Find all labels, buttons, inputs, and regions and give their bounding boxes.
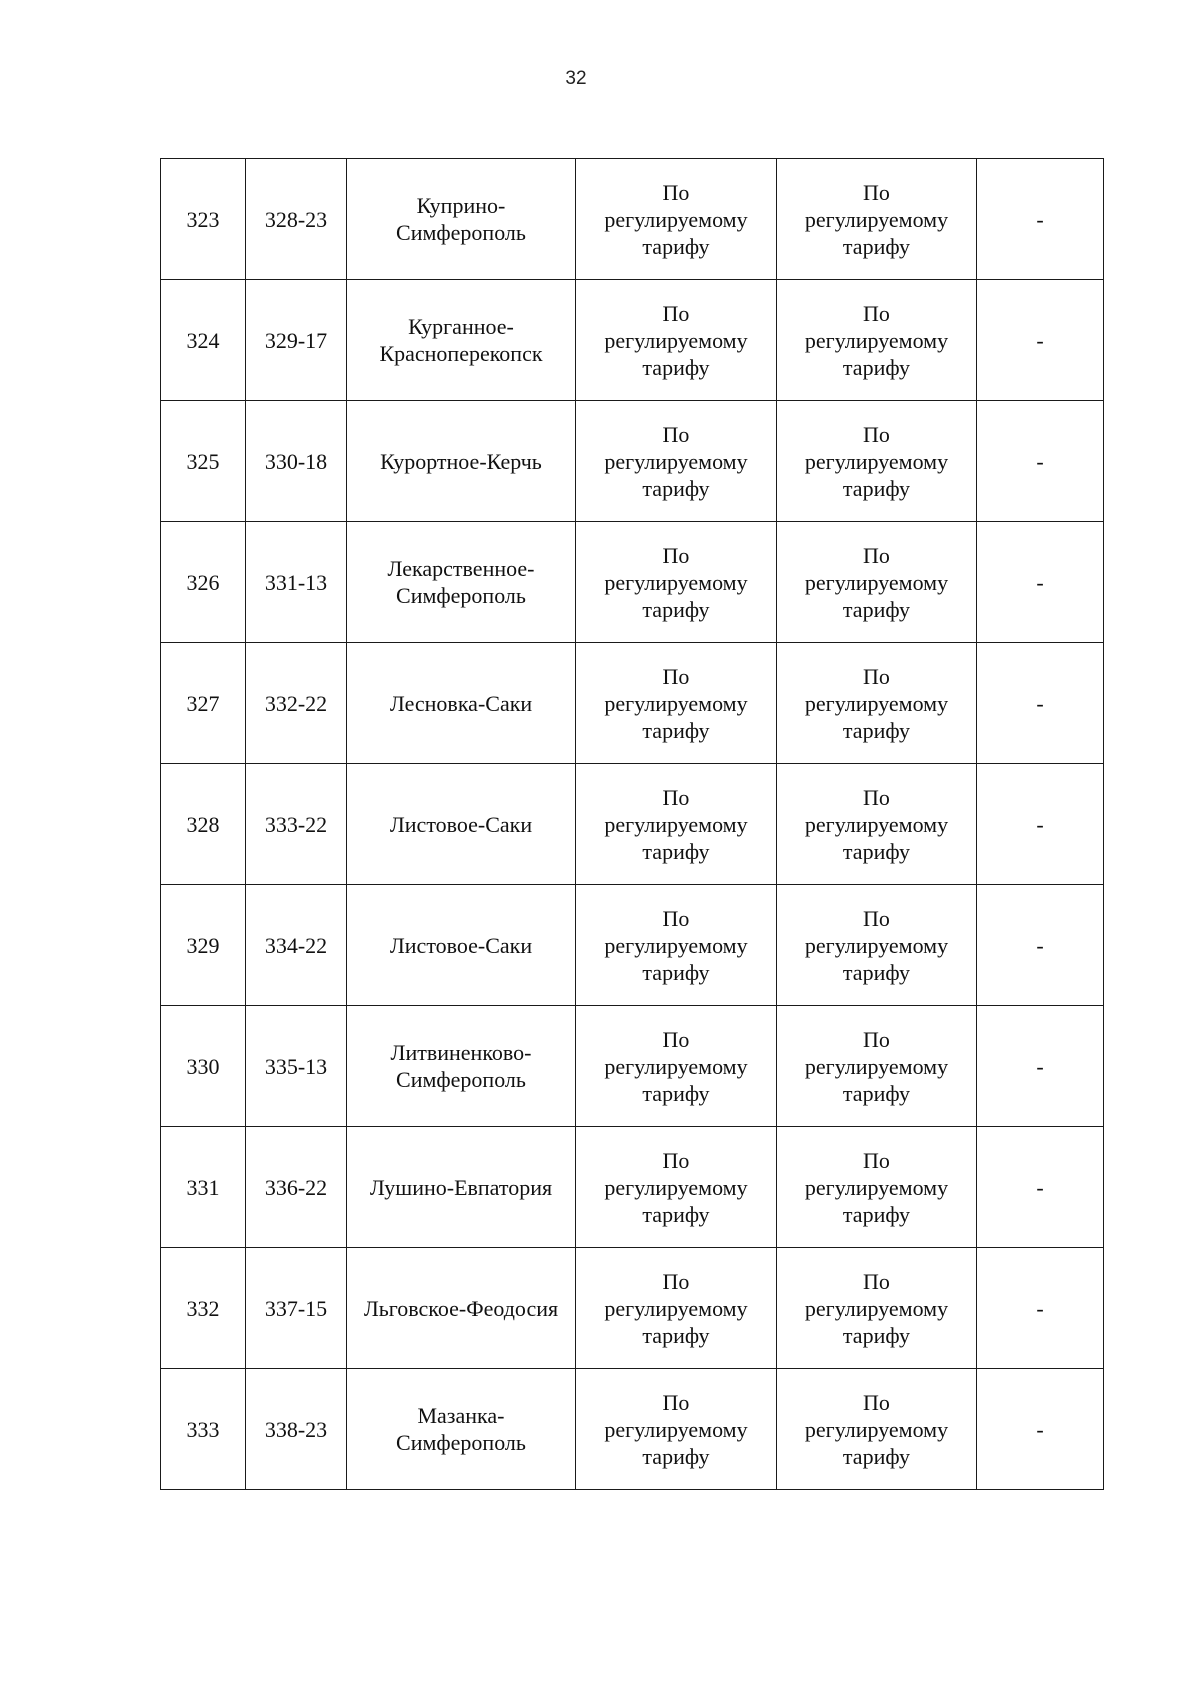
tariff-cell-1 xyxy=(576,522,777,643)
tariff-line: тарифу xyxy=(642,354,710,380)
tariff-line: тарифу xyxy=(642,717,710,743)
tariff-line: По xyxy=(662,300,690,326)
tariff-line: регулируемому xyxy=(604,690,748,716)
route-name-line: Лушино-Евпатория xyxy=(369,1174,553,1200)
route-name-line: Мазанка- xyxy=(417,1403,505,1428)
tariff-line: регулируемому xyxy=(804,1174,949,1200)
route-number-cell: 327 xyxy=(161,643,246,764)
tariff-line: По xyxy=(863,663,890,689)
table-row xyxy=(161,159,1104,280)
route-number-cell: 323 xyxy=(161,159,246,280)
route-name-cell xyxy=(347,280,576,401)
route-code-cell: 330-18 xyxy=(246,401,347,522)
tariff-line: регулируемому xyxy=(604,448,748,474)
route-name-line: Симферополь xyxy=(396,1067,526,1092)
route-name-cell xyxy=(347,643,576,764)
tariff-cell-2 xyxy=(777,885,977,1006)
route-name-cell xyxy=(347,401,576,522)
tariff-line: регулируемому xyxy=(604,206,748,232)
note-cell: - xyxy=(977,1127,1104,1248)
route-number-cell: 325 xyxy=(161,401,246,522)
routes-table xyxy=(160,158,1104,1490)
route-number-cell: 328 xyxy=(161,764,246,885)
tariff-line: тарифу xyxy=(842,1322,911,1348)
table-row xyxy=(161,522,1104,643)
route-name-line: Листовое-Саки xyxy=(389,932,533,958)
tariff-line: тарифу xyxy=(842,1443,911,1469)
tariff-cell-1 xyxy=(576,1248,777,1369)
tariff-line: регулируемому xyxy=(804,1416,949,1442)
route-name-cell xyxy=(347,1369,576,1490)
table-row xyxy=(161,1248,1104,1369)
tariff-line: регулируемому xyxy=(804,690,949,716)
tariff-line: тарифу xyxy=(642,959,710,985)
note-cell: - xyxy=(977,159,1104,280)
tariff-cell-2 xyxy=(777,764,977,885)
tariff-cell-1 xyxy=(576,1127,777,1248)
tariff-line: По xyxy=(662,1268,690,1294)
tariff-cell-2 xyxy=(777,522,977,643)
route-name-line: Льговское-Феодосия xyxy=(363,1295,559,1321)
tariff-cell-1 xyxy=(576,643,777,764)
route-number-cell: 333 xyxy=(161,1369,246,1490)
route-number-cell: 331 xyxy=(161,1127,246,1248)
tariff-line: тарифу xyxy=(642,475,710,501)
tariff-line: регулируемому xyxy=(604,569,748,595)
route-number-cell: 326 xyxy=(161,522,246,643)
route-number-cell: 332 xyxy=(161,1248,246,1369)
page-number: 32 xyxy=(565,68,587,89)
route-code-cell: 336-22 xyxy=(246,1127,347,1248)
tariff-line: регулируемому xyxy=(604,1053,748,1079)
tariff-line: По xyxy=(662,1389,690,1415)
route-code-cell: 332-22 xyxy=(246,643,347,764)
tariff-line: По xyxy=(863,905,890,931)
route-code-cell: 329-17 xyxy=(246,280,347,401)
tariff-line: По xyxy=(662,421,690,447)
route-name-line: Лекарственное- xyxy=(387,556,535,581)
route-name-cell xyxy=(347,764,576,885)
tariff-line: регулируемому xyxy=(804,932,949,958)
routes-table-body xyxy=(161,159,1104,1490)
tariff-cell-1 xyxy=(576,159,777,280)
tariff-line: тарифу xyxy=(842,475,911,501)
tariff-line: По xyxy=(662,1026,690,1052)
tariff-cell-2 xyxy=(777,1248,977,1369)
tariff-line: регулируемому xyxy=(804,569,949,595)
route-name-line: Курганное- xyxy=(408,314,514,339)
note-cell: - xyxy=(977,764,1104,885)
note-cell: - xyxy=(977,401,1104,522)
tariff-line: По xyxy=(662,905,690,931)
tariff-line: тарифу xyxy=(842,1201,911,1227)
route-code-cell: 328-23 xyxy=(246,159,347,280)
route-name-cell xyxy=(347,522,576,643)
tariff-line: тарифу xyxy=(842,838,911,864)
tariff-cell-2 xyxy=(777,1127,977,1248)
tariff-cell-1 xyxy=(576,764,777,885)
table-row xyxy=(161,885,1104,1006)
tariff-line: регулируемому xyxy=(804,811,949,837)
tariff-line: По xyxy=(863,1389,890,1415)
route-name-line: Литвиненково- xyxy=(390,1040,532,1065)
tariff-cell-1 xyxy=(576,1369,777,1490)
route-name-line: Симферополь xyxy=(396,583,526,608)
tariff-line: регулируемому xyxy=(804,327,949,353)
tariff-line: тарифу xyxy=(842,596,911,622)
tariff-line: тарифу xyxy=(842,959,911,985)
note-cell: - xyxy=(977,1248,1104,1369)
route-name-cell xyxy=(347,885,576,1006)
route-number-cell: 324 xyxy=(161,280,246,401)
tariff-line: По xyxy=(662,663,690,689)
note-cell: - xyxy=(977,280,1104,401)
route-name-line: Красноперекопск xyxy=(379,341,543,366)
tariff-cell-2 xyxy=(777,643,977,764)
tariff-line: По xyxy=(662,1147,690,1173)
tariff-cell-1 xyxy=(576,885,777,1006)
table-row xyxy=(161,280,1104,401)
tariff-line: По xyxy=(863,784,890,810)
route-name-line: Лесновка-Саки xyxy=(389,690,533,716)
tariff-line: регулируемому xyxy=(804,1053,949,1079)
route-name-line: Симферополь xyxy=(396,1430,526,1455)
route-code-cell: 338-23 xyxy=(246,1369,347,1490)
route-code-cell: 333-22 xyxy=(246,764,347,885)
route-number-cell: 330 xyxy=(161,1006,246,1127)
tariff-line: По xyxy=(662,784,690,810)
tariff-line: По xyxy=(863,1268,890,1294)
note-cell: - xyxy=(977,522,1104,643)
tariff-line: регулируемому xyxy=(604,811,748,837)
table-row xyxy=(161,764,1104,885)
tariff-line: тарифу xyxy=(642,1443,710,1469)
route-name-line: Симферополь xyxy=(396,220,526,245)
route-code-cell: 337-15 xyxy=(246,1248,347,1369)
tariff-line: По xyxy=(662,542,690,568)
table-row xyxy=(161,1127,1104,1248)
route-name-line: Курортное-Керчь xyxy=(380,448,542,474)
tariff-line: тарифу xyxy=(842,354,911,380)
tariff-cell-2 xyxy=(777,401,977,522)
tariff-line: регулируемому xyxy=(804,1295,949,1321)
route-name-cell xyxy=(347,1248,576,1369)
route-code-cell: 331-13 xyxy=(246,522,347,643)
tariff-cell-1 xyxy=(576,280,777,401)
tariff-line: регулируемому xyxy=(604,932,748,958)
tariff-cell-2 xyxy=(777,280,977,401)
tariff-line: По xyxy=(662,179,690,205)
tariff-line: По xyxy=(863,1026,890,1052)
table-row xyxy=(161,1369,1104,1490)
route-name-cell xyxy=(347,1127,576,1248)
tariff-line: По xyxy=(863,300,890,326)
table-row xyxy=(161,1006,1104,1127)
tariff-cell-1 xyxy=(576,1006,777,1127)
tariff-line: тарифу xyxy=(642,1201,710,1227)
tariff-line: тарифу xyxy=(642,1080,710,1106)
tariff-line: тарифу xyxy=(842,717,911,743)
tariff-line: регулируемому xyxy=(804,206,949,232)
tariff-line: По xyxy=(863,542,890,568)
tariff-line: тарифу xyxy=(642,1322,710,1348)
tariff-cell-2 xyxy=(777,1369,977,1490)
note-cell: - xyxy=(977,1006,1104,1127)
tariff-line: регулируемому xyxy=(604,1416,748,1442)
tariff-line: тарифу xyxy=(842,1080,911,1106)
tariff-line: тарифу xyxy=(842,233,911,259)
tariff-line: По xyxy=(863,421,890,447)
tariff-cell-2 xyxy=(777,159,977,280)
tariff-line: регулируемому xyxy=(604,1295,748,1321)
route-number-cell: 329 xyxy=(161,885,246,1006)
tariff-line: тарифу xyxy=(642,838,710,864)
note-cell: - xyxy=(977,1369,1104,1490)
route-name-cell xyxy=(347,1006,576,1127)
tariff-cell-2 xyxy=(777,1006,977,1127)
route-code-cell: 334-22 xyxy=(246,885,347,1006)
route-code-cell: 335-13 xyxy=(246,1006,347,1127)
table-row xyxy=(161,401,1104,522)
tariff-line: тарифу xyxy=(642,596,710,622)
tariff-line: регулируемому xyxy=(604,327,748,353)
tariff-line: По xyxy=(863,1147,890,1173)
tariff-line: регулируемому xyxy=(804,448,949,474)
tariff-line: регулируемому xyxy=(604,1174,748,1200)
tariff-cell-1 xyxy=(576,401,777,522)
table-row xyxy=(161,643,1104,764)
tariff-line: тарифу xyxy=(642,233,710,259)
note-cell: - xyxy=(977,643,1104,764)
tariff-line: По xyxy=(863,179,890,205)
route-name-line: Листовое-Саки xyxy=(389,811,533,837)
route-name-cell xyxy=(347,159,576,280)
route-name-line: Куприно- xyxy=(416,193,506,218)
note-cell: - xyxy=(977,885,1104,1006)
